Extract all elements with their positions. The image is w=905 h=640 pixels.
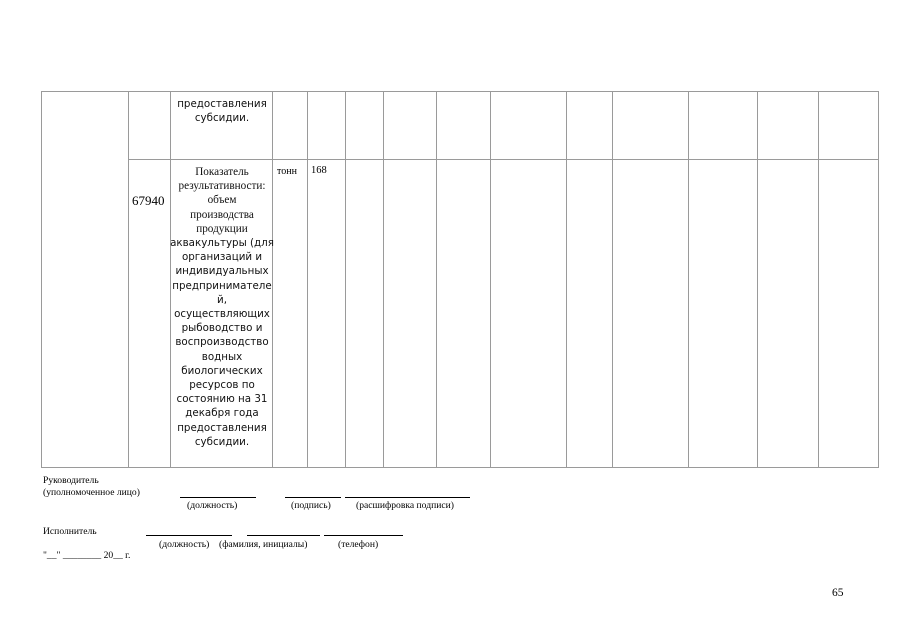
executor-name-line (247, 535, 320, 536)
table-col-line (436, 91, 437, 468)
executor-caption-phone: (телефон) (338, 539, 379, 550)
text-line: биологических (181, 364, 263, 377)
text-line: организаций и (181, 251, 263, 264)
table-col-line (688, 91, 689, 468)
row2-indicator-name (170, 165, 274, 449)
executor-caption-position: (должность) (159, 539, 210, 550)
head-caption-position: (должность) (187, 500, 238, 511)
text-line: предоставления (177, 421, 267, 434)
text-line: предпринимателе (172, 279, 272, 292)
row2-unit: тонн (277, 166, 297, 177)
text-line: предоставления (177, 98, 267, 110)
table-col-line (757, 91, 758, 468)
table-col-line (818, 91, 819, 468)
text-line: водных (201, 350, 243, 363)
text-line: декабря года (185, 407, 259, 420)
text-line: рыбоводство и (181, 322, 263, 335)
text-line: состоянию на 31 (176, 393, 268, 406)
text-line: аквакультуры (для (170, 237, 274, 250)
text-line: ресурсов по (189, 379, 255, 392)
text-line: результативности: (178, 180, 266, 193)
executor-label: Исполнитель (43, 526, 97, 537)
text-line: осуществляющих (174, 308, 270, 321)
table-col-line (383, 91, 384, 468)
row2-code: 67940 (132, 193, 165, 208)
row1-indicator-name (172, 97, 272, 125)
executor-caption-name: (фамилия, инициалы) (219, 539, 308, 550)
executor-phone-line (324, 535, 403, 536)
text-line: субсидии. (194, 435, 250, 448)
table-border-right (878, 91, 879, 468)
indicators-table (41, 91, 879, 468)
row2-value: 168 (311, 165, 327, 176)
table-col-line (612, 91, 613, 468)
text-line: субсидии. (194, 112, 250, 125)
text-line: Показатель (195, 166, 249, 178)
head-position-line (180, 497, 256, 498)
text-line: индивидуальных (175, 265, 269, 278)
table-row-divider (128, 159, 879, 160)
head-label-2: (уполномоченное лицо) (43, 487, 140, 498)
table-col-line (566, 91, 567, 468)
date-line: "__" ________ 20__ г. (43, 550, 131, 561)
table-col-line (128, 91, 129, 468)
head-label-1: Руководитель (43, 475, 99, 486)
table-col-line (490, 91, 491, 468)
table-border-left (41, 91, 42, 468)
page-number: 65 (832, 587, 844, 599)
table-border-top (41, 91, 879, 92)
head-signature-line (285, 497, 341, 498)
executor-position-line (146, 535, 232, 536)
table-col-line (345, 91, 346, 468)
text-line: объем (207, 194, 237, 207)
table-border-bottom (41, 467, 879, 468)
head-caption-decoding: (расшифровка подписи) (356, 500, 454, 511)
text-line: воспроизводство (175, 336, 269, 349)
head-caption-signature: (подпись) (291, 500, 331, 511)
table-col-line (307, 91, 308, 468)
text-line: производства (190, 208, 254, 221)
text-line: й, (217, 293, 227, 306)
text-line: продукции (196, 222, 248, 235)
head-decoding-line (345, 497, 470, 498)
